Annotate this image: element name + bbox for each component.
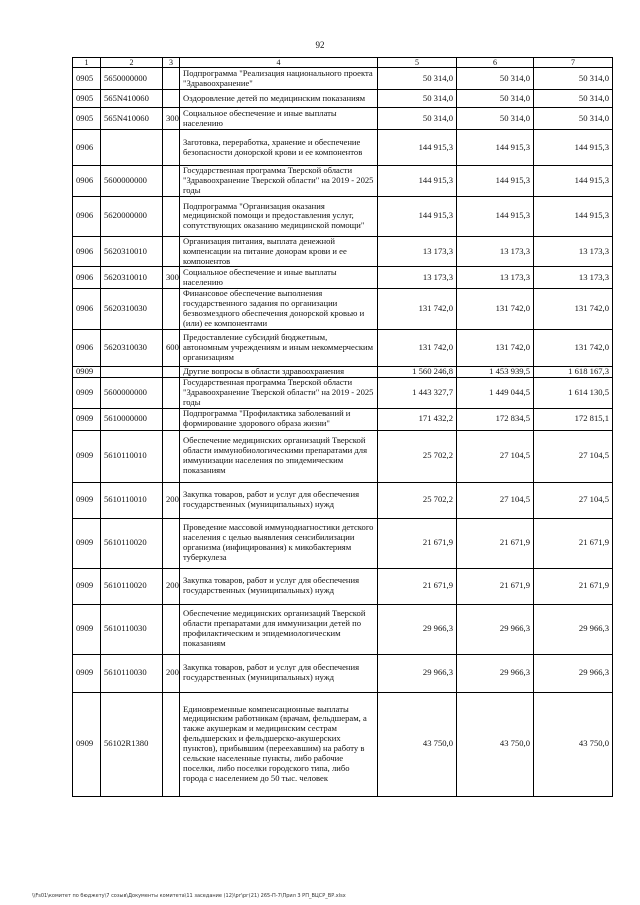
item-name: Финансовое обеспечение выполнения государственного задания по организации безвозмездного обеспечения донорской кровью и (или) ее компонентами [180, 289, 378, 330]
target-article-code: 5610000000 [101, 408, 163, 430]
target-article-code: 5610110020 [101, 568, 163, 604]
amount-col7: 13 173,3 [534, 267, 613, 289]
item-name: Закупка товаров, работ и услуг для обеспечения государственных (муниципальных) нужд [180, 482, 378, 518]
section-code: 0906 [73, 166, 101, 197]
section-code: 0909 [73, 430, 101, 482]
item-name: Государственная программа Тверской области "Здравоохранение Тверской области" на 2019 - 2025 годы [180, 377, 378, 408]
amount-col5: 29 966,3 [378, 604, 457, 654]
expense-type-code: 200 [163, 482, 180, 518]
expense-type-code: 300 [163, 108, 180, 130]
target-article-code: 565N410060 [101, 108, 163, 130]
column-number: 2 [101, 58, 163, 68]
amount-col5: 144 915,3 [378, 166, 457, 197]
amount-col6: 29 966,3 [457, 654, 534, 692]
amount-col6: 144 915,3 [457, 130, 534, 166]
target-article-code: 5650000000 [101, 68, 163, 90]
table-row [73, 604, 613, 654]
amount-col6: 43 750,0 [457, 692, 534, 796]
amount-col6: 50 314,0 [457, 90, 534, 108]
item-name: Закупка товаров, работ и услуг для обеспечения государственных (муниципальных) нужд [180, 568, 378, 604]
expense-type-code [163, 518, 180, 568]
table-row [73, 430, 613, 482]
amount-col6: 50 314,0 [457, 108, 534, 130]
amount-col5: 25 702,2 [378, 482, 457, 518]
table-row [73, 289, 613, 330]
amount-col5: 29 966,3 [378, 654, 457, 692]
amount-col7: 50 314,0 [534, 90, 613, 108]
table-row [73, 408, 613, 430]
table-row [73, 196, 613, 236]
column-number: 1 [73, 58, 101, 68]
target-article-code: 5610110020 [101, 518, 163, 568]
target-article-code [101, 366, 163, 377]
expense-type-code [163, 130, 180, 166]
amount-col5: 131 742,0 [378, 329, 457, 366]
table-row [73, 130, 613, 166]
amount-col7: 144 915,3 [534, 130, 613, 166]
section-code: 0906 [73, 236, 101, 267]
item-name: Социальное обеспечение и иные выплаты населению [180, 108, 378, 130]
amount-col5: 50 314,0 [378, 108, 457, 130]
table-row [73, 166, 613, 197]
amount-col7: 1 614 130,5 [534, 377, 613, 408]
amount-col5: 13 173,3 [378, 267, 457, 289]
amount-col5: 144 915,3 [378, 130, 457, 166]
amount-col5: 171 432,2 [378, 408, 457, 430]
table-row [73, 329, 613, 366]
amount-col5: 50 314,0 [378, 68, 457, 90]
section-code: 0909 [73, 692, 101, 796]
target-article-code: 5600000000 [101, 166, 163, 197]
expense-type-code [163, 289, 180, 330]
page-number: 92 [315, 40, 325, 50]
amount-col5: 43 750,0 [378, 692, 457, 796]
section-code: 0909 [73, 604, 101, 654]
table-row [73, 68, 613, 90]
amount-col6: 50 314,0 [457, 68, 534, 90]
table-row [73, 654, 613, 692]
section-code: 0906 [73, 130, 101, 166]
item-name: Заготовка, переработка, хранение и обеспечение безопасности донорской крови и ее компонентов [180, 130, 378, 166]
table-row [73, 236, 613, 267]
expense-type-code [163, 166, 180, 197]
amount-col6: 172 834,5 [457, 408, 534, 430]
amount-col5: 1 443 327,7 [378, 377, 457, 408]
target-article-code: 5620310030 [101, 329, 163, 366]
amount-col7: 29 966,3 [534, 654, 613, 692]
amount-col7: 21 671,9 [534, 568, 613, 604]
amount-col5: 21 671,9 [378, 568, 457, 604]
section-code: 0906 [73, 196, 101, 236]
amount-col7: 144 915,3 [534, 166, 613, 197]
table-row [73, 518, 613, 568]
expense-type-code [163, 408, 180, 430]
section-code: 0909 [73, 482, 101, 518]
expense-type-code [163, 236, 180, 267]
amount-col7: 1 618 167,3 [534, 366, 613, 377]
column-number: 6 [457, 58, 534, 68]
file-path-footer: \\Fs01\комитет по бюджету\7 созыв\Документы комитета\11 заседание (12)\рг\рг(21) 265-П-7\Прил 3 РП_ВЦСР_ВР.xlsx [32, 893, 346, 899]
amount-col6: 144 915,3 [457, 166, 534, 197]
section-code: 0909 [73, 568, 101, 604]
budget-table [72, 57, 613, 797]
amount-col6: 13 173,3 [457, 236, 534, 267]
amount-col5: 131 742,0 [378, 289, 457, 330]
amount-col7: 43 750,0 [534, 692, 613, 796]
amount-col6: 27 104,5 [457, 482, 534, 518]
amount-col6: 1 453 939,5 [457, 366, 534, 377]
amount-col6: 21 671,9 [457, 518, 534, 568]
table-row [73, 90, 613, 108]
amount-col5: 144 915,3 [378, 196, 457, 236]
target-article-code: 5600000000 [101, 377, 163, 408]
item-name: Подпрограмма "Организация оказания медицинской помощи и предоставления услуг, сопутствующих оказанию медицинской помощи" [180, 196, 378, 236]
column-number-row [73, 58, 613, 68]
section-code: 0909 [73, 377, 101, 408]
item-name: Организация питания, выплата денежной компенсации на питание донорам крови и ее компонентов [180, 236, 378, 267]
amount-col7: 50 314,0 [534, 108, 613, 130]
item-name: Единовременные компенсационные выплаты медицинским работникам (врачам, фельдшерам, а также акушеркам и медицинским сестрам фельдшерских и фельдшерско-акушерских пунктов), прибывшим (переехавшим) на работу в сельские населенные пункты, либо рабочие поселки, либо поселки городского типа, либо города с населением до 50 тыс. человек [180, 692, 378, 796]
amount-col6: 131 742,0 [457, 289, 534, 330]
amount-col7: 13 173,3 [534, 236, 613, 267]
item-name: Предоставление субсидий бюджетным, автономным учреждениям и иным некоммерческим организациям [180, 329, 378, 366]
section-code: 0905 [73, 68, 101, 90]
amount-col7: 131 742,0 [534, 289, 613, 330]
amount-col7: 29 966,3 [534, 604, 613, 654]
amount-col5: 25 702,2 [378, 430, 457, 482]
target-article-code [101, 130, 163, 166]
item-name: Подпрограмма "Реализация национального проекта "Здравоохранение" [180, 68, 378, 90]
table-row [73, 267, 613, 289]
item-name: Закупка товаров, работ и услуг для обеспечения государственных (муниципальных) нужд [180, 654, 378, 692]
amount-col7: 21 671,9 [534, 518, 613, 568]
section-code: 0906 [73, 329, 101, 366]
amount-col7: 172 815,1 [534, 408, 613, 430]
item-name: Проведение массовой иммунодиагностики детского населения с целью выявления сенсибилизации организма (инфицирования) к микобактериям туберкулеза [180, 518, 378, 568]
item-name: Социальное обеспечение и иные выплаты населению [180, 267, 378, 289]
table-row [73, 377, 613, 408]
item-name: Обеспечение медицинских организаций Тверской области препаратами для иммунизации детей по профилактическим и эпидемиологическим показаниям [180, 604, 378, 654]
target-article-code: 5620310010 [101, 267, 163, 289]
target-article-code: 5620310010 [101, 236, 163, 267]
expense-type-code [163, 196, 180, 236]
column-number: 7 [534, 58, 613, 68]
target-article-code: 56102R1380 [101, 692, 163, 796]
item-name: Государственная программа Тверской области "Здравоохранение Тверской области" на 2019 - 2025 годы [180, 166, 378, 197]
item-name: Обеспечение медицинских организаций Тверской области иммунобиологическими препаратами для иммунизации населения по эпидемическим показаниям [180, 430, 378, 482]
amount-col7: 50 314,0 [534, 68, 613, 90]
expense-type-code: 300 [163, 267, 180, 289]
amount-col6: 27 104,5 [457, 430, 534, 482]
target-article-code: 5620000000 [101, 196, 163, 236]
amount-col7: 27 104,5 [534, 482, 613, 518]
target-article-code: 5610110030 [101, 654, 163, 692]
table-row [73, 482, 613, 518]
expense-type-code [163, 692, 180, 796]
target-article-code: 565N410060 [101, 90, 163, 108]
section-code: 0909 [73, 654, 101, 692]
section-code: 0909 [73, 366, 101, 377]
table-row [73, 366, 613, 377]
section-code: 0905 [73, 108, 101, 130]
target-article-code: 5610110030 [101, 604, 163, 654]
table-row [73, 108, 613, 130]
target-article-code: 5610110010 [101, 430, 163, 482]
section-code: 0909 [73, 408, 101, 430]
amount-col6: 144 915,3 [457, 196, 534, 236]
item-name: Оздоровление детей по медицинским показаниям [180, 90, 378, 108]
amount-col5: 50 314,0 [378, 90, 457, 108]
amount-col7: 131 742,0 [534, 329, 613, 366]
amount-col6: 13 173,3 [457, 267, 534, 289]
section-code: 0906 [73, 289, 101, 330]
amount-col7: 144 915,3 [534, 196, 613, 236]
item-name: Подпрограмма "Профилактика заболеваний и формирование здорового образа жизни" [180, 408, 378, 430]
expense-type-code: 200 [163, 568, 180, 604]
amount-col5: 1 560 246,8 [378, 366, 457, 377]
expense-type-code [163, 90, 180, 108]
column-number: 3 [163, 58, 180, 68]
amount-col6: 131 742,0 [457, 329, 534, 366]
amount-col6: 1 449 044,5 [457, 377, 534, 408]
amount-col6: 29 966,3 [457, 604, 534, 654]
amount-col5: 21 671,9 [378, 518, 457, 568]
section-code: 0909 [73, 518, 101, 568]
amount-col7: 27 104,5 [534, 430, 613, 482]
section-code: 0906 [73, 267, 101, 289]
section-code: 0905 [73, 90, 101, 108]
target-article-code: 5620310030 [101, 289, 163, 330]
item-name: Другие вопросы в области здравоохранения [180, 366, 378, 377]
table-row [73, 692, 613, 796]
amount-col5: 13 173,3 [378, 236, 457, 267]
expense-type-code [163, 377, 180, 408]
table-row [73, 568, 613, 604]
expense-type-code: 600 [163, 329, 180, 366]
expense-type-code [163, 430, 180, 482]
column-number: 5 [378, 58, 457, 68]
expense-type-code [163, 604, 180, 654]
expense-type-code [163, 366, 180, 377]
column-number: 4 [180, 58, 378, 68]
expense-type-code: 200 [163, 654, 180, 692]
amount-col6: 21 671,9 [457, 568, 534, 604]
expense-type-code [163, 68, 180, 90]
target-article-code: 5610110010 [101, 482, 163, 518]
